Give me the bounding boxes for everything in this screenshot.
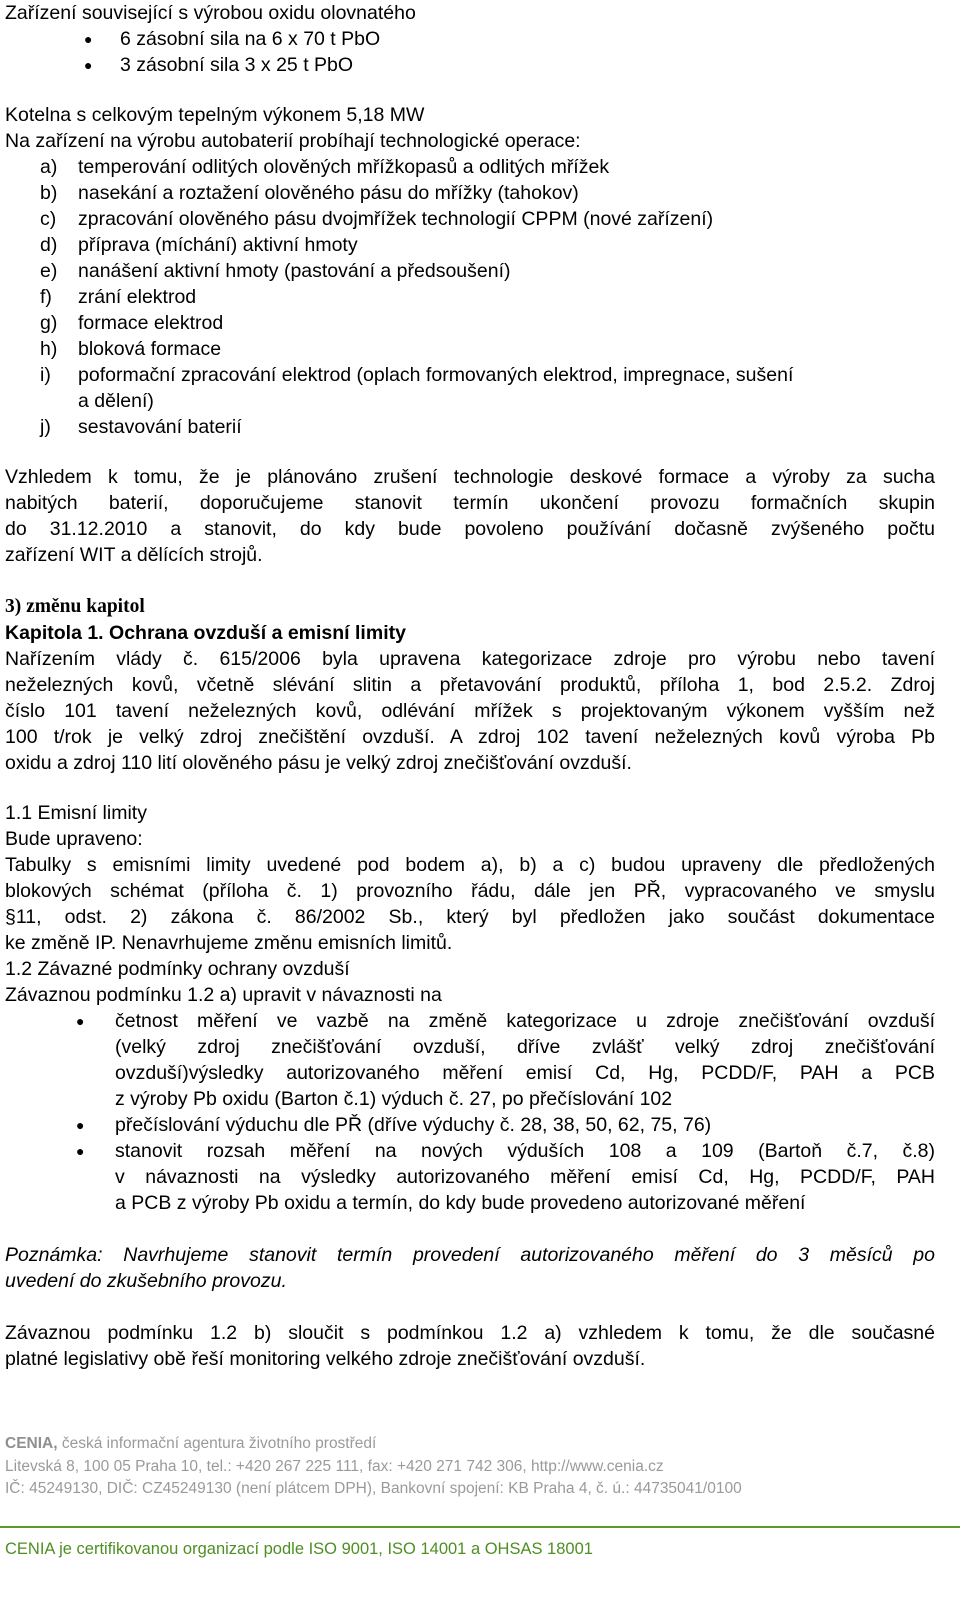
list-item: h) bloková formace bbox=[40, 338, 222, 360]
paragraph-regulation: Nařízením vlády č. 615/2006 byla upravena kategorizace zdroje pro výrobu nebo tavení neželezných kovů, včetně slévání slitin a přetavování produktů, příloha 1, bod 2.5.2. Zdroj číslo 101 tavení neželezných kovů, odlévání mřížek s projektovaným výkonem vyšším než 100 t/rok je velký zdroj znečištění ovzduší. A zdroj 102 tavení neželezných kovů výroba Pb oxidu a zdroj 110 lití olověného pásu je velký zdroj znečišťování ovzduší. bbox=[5, 648, 935, 774]
list-item: c) zpracování olověného pásu dvojmřížek technologií CPPM (nové zařízení) bbox=[40, 208, 714, 230]
list-item: g) formace elektrod bbox=[40, 312, 224, 334]
list-item: ● 6 zásobní sila na 6 x 70 t PbO bbox=[84, 28, 381, 50]
footer-address: Litevská 8, 100 05 Praha 10, tel.: +420 267 225 111, fax: +420 271 742 306, http://www.cenia.cz bbox=[5, 1458, 664, 1475]
list-item: f) zrání elektrod bbox=[40, 286, 197, 308]
bullet-icon: ● bbox=[76, 1013, 85, 1029]
list-item: ● přečíslování výduchu dle PŘ (dříve výduchy č. 28, 38, 50, 62, 75, 76) bbox=[76, 1114, 712, 1136]
chapter-heading: Kapitola 1. Ochrana ovzduší a emisní limity bbox=[5, 622, 406, 644]
list-item: d) příprava (míchání) aktivní hmoty bbox=[40, 234, 358, 256]
section-title: Zařízení související s výrobou oxidu olovnatého bbox=[5, 2, 416, 24]
certification-line: CENIA je certifikovanou organizací podle ISO 9001, ISO 14001 a OHSAS 18001 bbox=[5, 1540, 593, 1558]
conditions-list bbox=[0, 1008, 935, 1216]
list-item: ● 3 zásobní sila 3 x 25 t PbO bbox=[84, 54, 354, 76]
footer-org: CENIA, česká informační agentura životního prostředí bbox=[5, 1435, 377, 1452]
bullet-icon: ● bbox=[84, 31, 93, 47]
list-item: ● četnost měření ve vazbě na změně kategorizace u zdroje znečišťování ovzduší (velký zdroj znečišťování ovzduší, dříve zvlášť velký zdroj znečišťování ovzduší)výsledky autorizovaného měření emisí Cd, Hg, PCDD/F, PAH a PCB z výroby Pb oxidu (Barton č.1) výduch č. 27, po přečíslování 102 bbox=[76, 1010, 935, 1110]
paragraph-limits: Tabulky s emisními limity uvedené pod bodem a), b) a c) budou upraveny dle předložených blokových schémat (příloha č. 1) provozního řádu, dále jen PŘ, vypracovaného ve smyslu §11, odst. 2) zákona č. 86/2002 Sb., který byl předložen jako součást dokumentace ke změně IP. Nenavrhujeme změnu emisních limitů. bbox=[5, 854, 935, 954]
kotelna-line: Kotelna s celkovým tepelným výkonem 5,18 MW bbox=[5, 104, 425, 126]
list-item: b) nasekání a roztažení olověného pásu do mřížky (tahokov) bbox=[40, 182, 579, 204]
paragraph-merge: Závaznou podmínku 1.2 b) sloučit s podmínkou 1.2 a) vzhledem k tomu, že dle současné platné legislativy obě řeší monitoring velkého zdroje znečišťování ovzduší. bbox=[5, 1322, 935, 1370]
footer-ids: IČ: 45249130, DIČ: CZ45249130 (není plátcem DPH), Bankovní spojení: KB Praha 4, č. ú.: 44735041/0100 bbox=[5, 1480, 742, 1497]
note-paragraph: Poznámka: Navrhujeme stanovit termín provedení autorizovaného měření do 3 měsíců po uvedení do zkušebního provozu. bbox=[5, 1244, 935, 1292]
list-item: e) nanášení aktivní hmoty (pastování a předsoušení) bbox=[40, 260, 511, 282]
bullet-icon: ● bbox=[76, 1143, 85, 1159]
operations-intro: Na zařízení na výrobu autobaterií probíhají technologické operace: bbox=[5, 130, 581, 152]
subsection-title: 1.1 Emisní limity bbox=[5, 802, 147, 824]
subsection-title: 1.2 Závazné podmínky ochrany ovzduší bbox=[5, 958, 350, 980]
list-item-continuation: a dělení) bbox=[78, 390, 154, 412]
subsection-subtitle: Bude upraveno: bbox=[5, 828, 143, 850]
silos-list bbox=[0, 26, 380, 78]
section-heading: 3) změnu kapitol bbox=[5, 596, 145, 617]
bullet-icon: ● bbox=[76, 1117, 85, 1133]
bullet-icon: ● bbox=[84, 57, 93, 73]
footer-divider bbox=[0, 1526, 960, 1528]
paragraph-formation: Vzhledem k tomu, že je plánováno zrušení technologie deskové formace a výroby za sucha nabitých baterií, doporučujeme stanovit termín ukončení provozu formačních skupin do 31.12.2010 a stanovit, do kdy bude povoleno používání dočasně zvýšeného počtu zařízení WIT a dělících strojů. bbox=[5, 466, 935, 566]
list-item: i) poformační zpracování elektrod (oplach formovaných elektrod, impregnace, sušení bbox=[40, 364, 794, 386]
list-item: ● stanovit rozsah měření na nových výduších 108 a 109 (Bartoň č.7, č.8) v návaznosti na výsledky autorizovaného měření emisí Cd, Hg, PCDD/F, PAH a PCB z výroby Pb oxidu a termín, do kdy bude provedeno autorizované měření bbox=[76, 1140, 935, 1214]
list-item: a) temperování odlitých olověných mřížkopasů a odlitých mřížek bbox=[40, 156, 610, 178]
list-item: j) sestavování baterií bbox=[40, 416, 242, 438]
subsection-subtitle: Závaznou podmínku 1.2 a) upravit v návaznosti na bbox=[5, 984, 442, 1006]
